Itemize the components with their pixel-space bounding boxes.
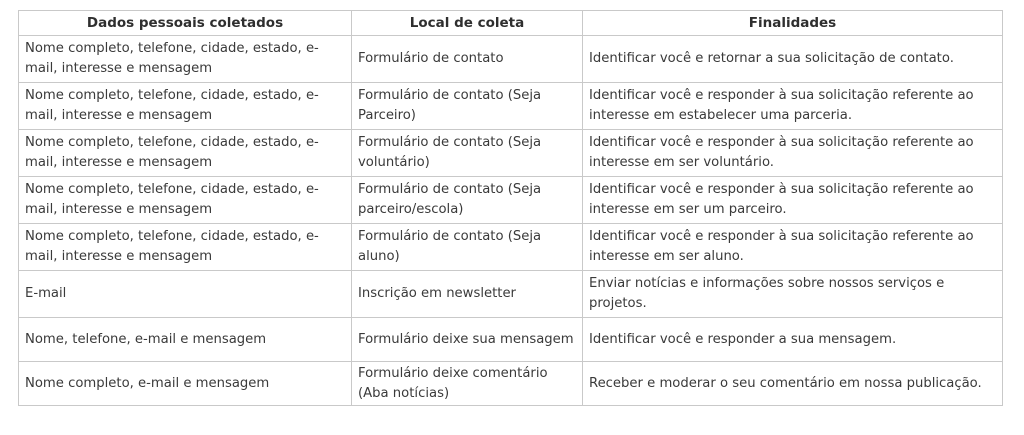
data-collection-table-container <box>18 10 1002 406</box>
header-collection-location: Local de coleta <box>352 11 583 36</box>
cell-purpose: Receber e moderar o seu comentário em nossa publicação. <box>583 362 1003 406</box>
cell-purpose: Identificar você e responder à sua solicitação referente ao interesse em ser um parceiro. <box>583 177 1003 224</box>
table-row <box>19 177 1003 224</box>
table-row <box>19 83 1003 130</box>
cell-personal-data: Nome completo, telefone, cidade, estado, e-mail, interesse e mensagem <box>19 83 352 130</box>
cell-collection-location: Formulário de contato (Seja parceiro/escola) <box>352 177 583 224</box>
cell-collection-location: Inscrição em newsletter <box>352 271 583 318</box>
cell-purpose: Identificar você e responder à sua solicitação referente ao interesse em ser aluno. <box>583 224 1003 271</box>
header-personal-data: Dados pessoais coletados <box>19 11 352 36</box>
cell-personal-data: Nome completo, telefone, cidade, estado, e-mail, interesse e mensagem <box>19 130 352 177</box>
cell-personal-data: Nome completo, telefone, cidade, estado, e-mail, interesse e mensagem <box>19 36 352 83</box>
table-header-row <box>19 11 1003 36</box>
cell-collection-location: Formulário de contato <box>352 36 583 83</box>
cell-collection-location: Formulário de contato (Seja voluntário) <box>352 130 583 177</box>
cell-collection-location: Formulário de contato (Seja Parceiro) <box>352 83 583 130</box>
table-row <box>19 36 1003 83</box>
cell-purpose: Enviar notícias e informações sobre nossos serviços e projetos. <box>583 271 1003 318</box>
table-row <box>19 224 1003 271</box>
cell-collection-location: Formulário deixe comentário (Aba notícias) <box>352 362 583 406</box>
table-row <box>19 130 1003 177</box>
cell-purpose: Identificar você e responder a sua mensagem. <box>583 318 1003 362</box>
table-row <box>19 362 1003 406</box>
cell-collection-location: Formulário de contato (Seja aluno) <box>352 224 583 271</box>
cell-personal-data: Nome completo, telefone, cidade, estado, e-mail, interesse e mensagem <box>19 177 352 224</box>
cell-personal-data: Nome, telefone, e-mail e mensagem <box>19 318 352 362</box>
table-row <box>19 271 1003 318</box>
cell-purpose: Identificar você e responder à sua solicitação referente ao interesse em estabelecer uma parceria. <box>583 83 1003 130</box>
header-purposes: Finalidades <box>583 11 1003 36</box>
cell-personal-data: Nome completo, telefone, cidade, estado, e-mail, interesse e mensagem <box>19 224 352 271</box>
cell-personal-data: Nome completo, e-mail e mensagem <box>19 362 352 406</box>
cell-personal-data: E-mail <box>19 271 352 318</box>
data-collection-table <box>18 10 1003 406</box>
table-row <box>19 318 1003 362</box>
cell-purpose: Identificar você e retornar a sua solicitação de contato. <box>583 36 1003 83</box>
cell-purpose: Identificar você e responder à sua solicitação referente ao interesse em ser voluntário. <box>583 130 1003 177</box>
cell-collection-location: Formulário deixe sua mensagem <box>352 318 583 362</box>
